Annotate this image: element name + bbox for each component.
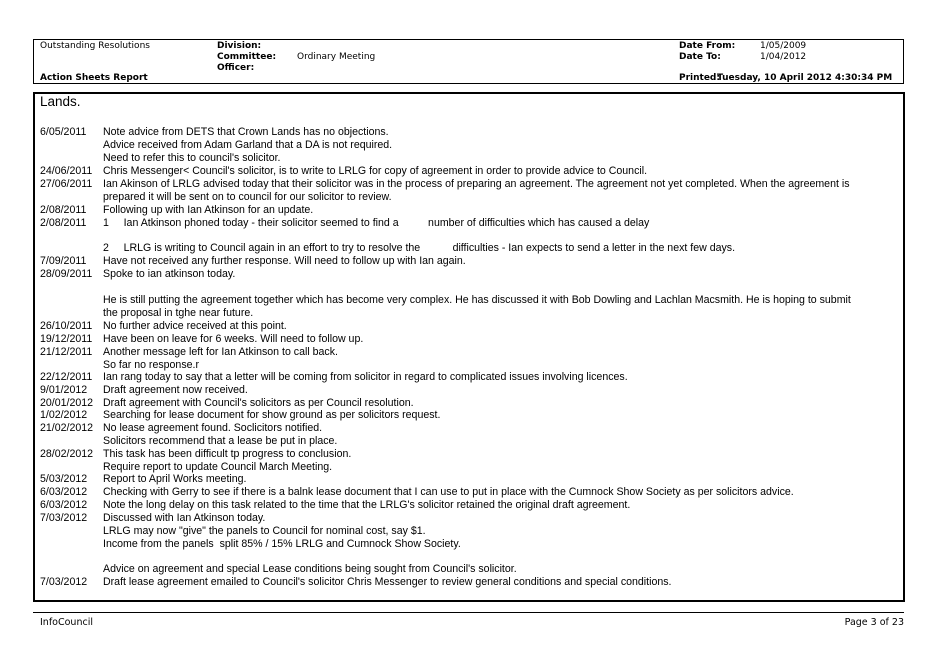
entry-date: 26/10/2011 [40, 320, 93, 332]
entry-note: So far no response.r [103, 359, 199, 371]
entry-date: 2/08/2011 [40, 204, 87, 216]
entry-date: 5/03/2012 [40, 473, 88, 485]
division-label: Division: [217, 41, 262, 51]
entry-note: the proposal in tghe near future. [103, 307, 254, 319]
entry-note: LRLG may now "give" the panels to Council for nominal cost, say $1. [103, 525, 426, 537]
entry-note: This task has been difficult tp progress to conclusion. [103, 448, 352, 460]
entry-note: Discussed with Ian Atkinson today. [103, 512, 266, 524]
footer-page-number: Page 3 of 23 [844, 617, 904, 628]
entry-date: 6/03/2012 [40, 486, 88, 498]
entry-date: 20/01/2012 [40, 397, 94, 409]
date-from-label: Date From: [679, 41, 736, 51]
entry-note: Draft lease agreement emailed to Council's solicitor Chris Messenger to review general conditions and special conditions. [103, 576, 672, 588]
entry-date: 6/05/2011 [40, 126, 87, 138]
entry-note: 2 LRLG is writing to Council again in an effort to try to resolve the difficulties - Ian expects to send a letter in the next few days. [103, 242, 736, 254]
report-type: Action Sheets Report [40, 73, 148, 83]
date-to-value: 1/04/2012 [760, 52, 807, 62]
entry-date: 7/03/2012 [40, 512, 88, 524]
entry-date: 21/02/2012 [40, 422, 94, 434]
entry-date: 6/03/2012 [40, 499, 88, 511]
committee-label: Committee: [217, 52, 277, 62]
printed-label: Printed: [679, 73, 720, 83]
entry-date: 22/12/2011 [40, 371, 93, 383]
entry-note: Checking with Gerry to see if there is a balnk lease document that I can use to put in place with the Cumnock Show Society as per solicitors advice. [103, 486, 794, 498]
entry-note: Solicitors recommend that a lease be put in place. [103, 435, 338, 447]
entry-note: Draft agreement now received. [103, 384, 248, 396]
entry-note: Spoke to ian atkinson today. [103, 268, 236, 280]
entry-date: 27/06/2011 [40, 178, 93, 190]
entry-date: 7/03/2012 [40, 576, 88, 588]
entry-note: Another message left for Ian Atkinson to call back. [103, 346, 338, 358]
entry-note: Draft agreement with Council's solicitors as per Council resolution. [103, 397, 414, 409]
entry-note: Note advice from DETS that Crown Lands has no objections. [103, 126, 389, 138]
entry-note: Following up with Ian Atkinson for an update. [103, 204, 314, 216]
entry-date: 19/12/2011 [40, 333, 93, 345]
entry-date: 21/12/2011 [40, 346, 93, 358]
entry-date: 28/02/2012 [40, 448, 94, 460]
section-title: Lands. [40, 94, 81, 109]
entry-note: Have been on leave for 6 weeks. Will need to follow up. [103, 333, 364, 345]
entry-note: Report to April Works meeting. [103, 473, 247, 485]
entry-note: Note the long delay on this task related to the time that the LRLG's solicitor retained the original draft agreement. [103, 499, 631, 511]
entry-note: No further advice received at this point. [103, 320, 287, 332]
entry-note: Require report to update Council March Meeting. [103, 461, 333, 473]
footer-divider [33, 612, 904, 613]
entry-note: 1 Ian Atkinson phoned today - their solicitor seemed to find a number of difficulties which has caused a delay [103, 217, 650, 229]
entry-note: Advice received from Adam Garland that a DA is not required. [103, 139, 393, 151]
entry-note: Income from the panels split 85% / 15% LRLG and Cumnock Show Society. [103, 538, 461, 550]
entry-note: Have not received any further response. Will need to follow up with Ian again. [103, 255, 466, 267]
entry-date: 7/09/2011 [40, 255, 87, 267]
printed-value: Tuesday, 10 April 2012 4:30:34 PM [717, 73, 893, 83]
entry-note: No lease agreement found. Soclicitors notified. [103, 422, 323, 434]
committee-value: Ordinary Meeting [297, 52, 376, 62]
officer-label: Officer: [217, 63, 255, 73]
date-from-value: 1/05/2009 [760, 41, 807, 51]
entry-note: He is still putting the agreement together which has become very complex. He has discussed it with Bob Dowling and Lachlan Macsmith. He is hoping to submit [103, 294, 851, 306]
entry-note: prepared it will be sent on to council for our solicitor to review. [103, 191, 392, 203]
entry-date: 2/08/2011 [40, 217, 87, 229]
entry-note: Need to refer this to council's solicitor. [103, 152, 281, 164]
entry-note: Searching for lease document for show ground as per solicitors request. [103, 409, 441, 421]
report-name: Outstanding Resolutions [40, 41, 150, 51]
entry-date: 1/02/2012 [40, 409, 88, 421]
entry-note: Ian Akinson of LRLG advised today that their solicitor was in the process of preparing an agreement. The agreement not yet completed. When the agreement is [103, 178, 850, 190]
entry-note: Chris Messenger< Council's solicitor, is to write to LRLG for copy of agreement in order to provide advice to Council. [103, 165, 648, 177]
entry-date: 24/06/2011 [40, 165, 93, 177]
entry-note: Ian rang today to say that a letter will be coming from solicitor in regard to complicated issues involving licences. [103, 371, 628, 383]
entry-date: 28/09/2011 [40, 268, 93, 280]
entry-note: Advice on agreement and special Lease conditions being sought from Council's solicitor. [103, 563, 517, 575]
footer-system-name: InfoCouncil [40, 617, 93, 628]
date-to-label: Date To: [679, 52, 721, 62]
entry-date: 9/01/2012 [40, 384, 88, 396]
